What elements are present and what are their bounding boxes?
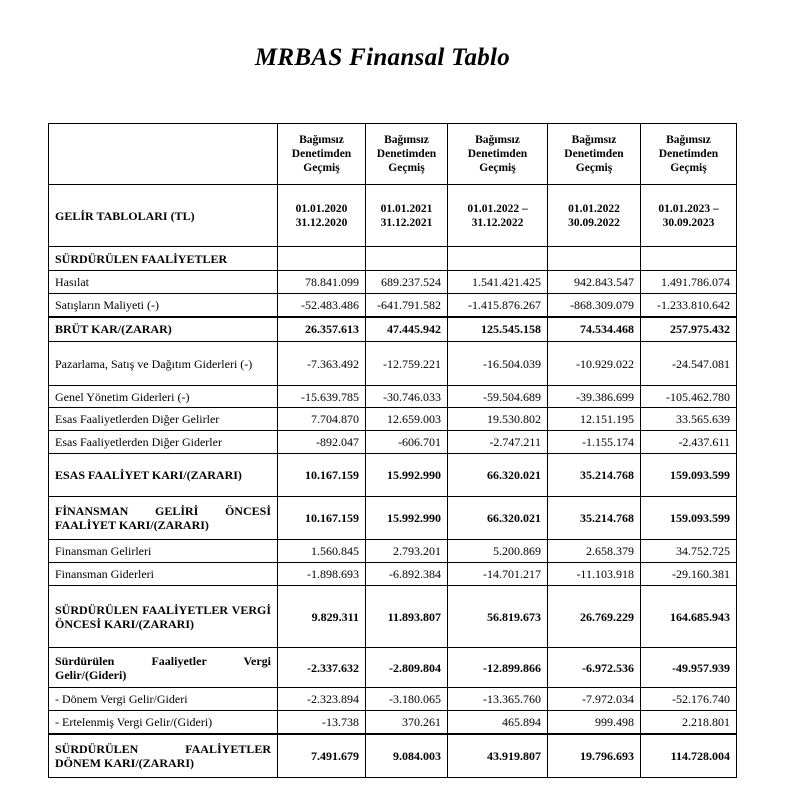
table-row [49,454,737,497]
value-cell: 78.841.099 [278,271,366,294]
value-cell: 26.769.229 [548,586,641,648]
period-cell: 01.01.2020 31.12.2020 [278,185,366,247]
row-label: Hasılat [49,271,278,294]
value-cell: 370.261 [366,711,448,734]
row-label: Satışların Maliyeti (-) [49,294,278,317]
income-statement-table [48,123,737,778]
row-label: FİNANSMAN GELİRİ ÖNCESİ FAALİYET KARI/(ZARARI) [49,497,278,540]
table-row [49,317,737,342]
value-cell: 10.167.159 [278,454,366,497]
value-cell: 2.658.379 [548,540,641,563]
row-label: Genel Yönetim Giderleri (-) [49,386,278,408]
empty-cell [548,247,641,271]
value-cell: -2.809.804 [366,648,448,688]
value-cell: -12.899.866 [448,648,548,688]
value-cell: -1.155.174 [548,431,641,454]
empty-cell [278,247,366,271]
table-row [49,386,737,408]
value-cell: 114.728.004 [641,734,737,778]
table-row [49,497,737,540]
row-label: SÜRDÜRÜLEN FAALİYETLER DÖNEM KARI/(ZARARI) [49,734,278,778]
row-label: Esas Faaliyetlerden Diğer Gelirler [49,408,278,431]
value-cell: 164.685.943 [641,586,737,648]
value-cell: 159.093.599 [641,454,737,497]
audit-header-cell: Bağımsız Denetimden Geçmiş [448,124,548,185]
table-row [49,563,737,586]
value-cell: 56.819.673 [448,586,548,648]
value-cell: 1.541.421.425 [448,271,548,294]
value-cell: 257.975.432 [641,317,737,342]
value-cell: -52.483.486 [278,294,366,317]
value-cell: 66.320.021 [448,454,548,497]
empty-cell [448,247,548,271]
table-row [49,431,737,454]
value-cell: -30.746.033 [366,386,448,408]
period-cell: 01.01.2022 – 31.12.2022 [448,185,548,247]
value-cell: 159.093.599 [641,497,737,540]
value-cell: -52.176.740 [641,688,737,711]
value-cell: -3.180.065 [366,688,448,711]
value-cell: 15.992.990 [366,454,448,497]
value-cell: 15.992.990 [366,497,448,540]
value-cell: -59.504.689 [448,386,548,408]
value-cell: 34.752.725 [641,540,737,563]
row-label: Finansman Gelirleri [49,540,278,563]
value-cell: -105.462.780 [641,386,737,408]
value-cell: -606.701 [366,431,448,454]
value-cell: 689.237.524 [366,271,448,294]
value-cell: 1.491.786.074 [641,271,737,294]
table-row [49,408,737,431]
audit-header-cell: Bağımsız Denetimden Geçmiş [366,124,448,185]
row-label: Esas Faaliyetlerden Diğer Giderler [49,431,278,454]
value-cell: -15.639.785 [278,386,366,408]
value-cell: 7.491.679 [278,734,366,778]
table-row [49,688,737,711]
value-cell: -1.415.876.267 [448,294,548,317]
value-cell: -1.898.693 [278,563,366,586]
value-cell: -10.929.022 [548,342,641,386]
value-cell: -7.363.492 [278,342,366,386]
page-title: MRBAS Finansal Tablo [254,44,511,71]
row-label: - Dönem Vergi Gelir/Gideri [49,688,278,711]
period-cell: 01.01.2022 30.09.2022 [548,185,641,247]
value-cell: -2.323.894 [278,688,366,711]
row-label: SÜRDÜRÜLEN FAALİYETLER VERGİ ÖNCESİ KARI/(ZARARI) [49,586,278,648]
value-cell: -868.309.079 [548,294,641,317]
value-cell: 7.704.870 [278,408,366,431]
row-label: - Ertelenmiş Vergi Gelir/(Gideri) [49,711,278,734]
section-row [49,247,737,271]
value-cell: -11.103.918 [548,563,641,586]
row-label: ESAS FAALİYET KARI/(ZARARI) [49,454,278,497]
value-cell: -13.738 [278,711,366,734]
value-cell: -13.365.760 [448,688,548,711]
value-cell: 26.357.613 [278,317,366,342]
value-cell: 125.545.158 [448,317,548,342]
value-cell: 942.843.547 [548,271,641,294]
table-row [49,586,737,648]
value-cell: 19.530.802 [448,408,548,431]
value-cell: 35.214.768 [548,454,641,497]
row-label: Finansman Giderleri [49,563,278,586]
value-cell: 66.320.021 [448,497,548,540]
period-row [49,185,737,247]
value-cell: -29.160.381 [641,563,737,586]
value-cell: -12.759.221 [366,342,448,386]
value-cell: 999.498 [548,711,641,734]
value-cell: -6.892.384 [366,563,448,586]
value-cell: -49.957.939 [641,648,737,688]
table-row [49,271,737,294]
table-row [49,342,737,386]
row-label: Pazarlama, Satış ve Dağıtım Giderleri (-) [49,342,278,386]
audit-header-cell: Bağımsız Denetimden Geçmiş [641,124,737,185]
row-label: Sürdürülen Faaliyetler Vergi Gelir/(Gideri) [49,648,278,688]
period-label: GELİR TABLOLARI (TL) [49,185,278,247]
value-cell: 12.659.003 [366,408,448,431]
value-cell: -641.791.582 [366,294,448,317]
period-cell: 01.01.2021 31.12.2021 [366,185,448,247]
table-row [49,540,737,563]
value-cell: -24.547.081 [641,342,737,386]
section-label: SÜRDÜRÜLEN FAALİYETLER [49,247,278,271]
row-label: BRÜT KAR/(ZARAR) [49,317,278,342]
value-cell: -2.437.611 [641,431,737,454]
value-cell: 35.214.768 [548,497,641,540]
value-cell: -2.337.632 [278,648,366,688]
value-cell: 43.919.807 [448,734,548,778]
empty-cell [641,247,737,271]
value-cell: 47.445.942 [366,317,448,342]
corner-cell [49,124,278,185]
value-cell: -1.233.810.642 [641,294,737,317]
value-cell: 5.200.869 [448,540,548,563]
audit-header-cell: Bağımsız Denetimden Geçmiş [278,124,366,185]
table-row [49,711,737,734]
value-cell: 9.829.311 [278,586,366,648]
value-cell: -14.701.217 [448,563,548,586]
value-cell: -16.504.039 [448,342,548,386]
value-cell: 74.534.468 [548,317,641,342]
audit-header-cell: Bağımsız Denetimden Geçmiş [548,124,641,185]
table-row [49,734,737,778]
value-cell: 19.796.693 [548,734,641,778]
value-cell: 9.084.003 [366,734,448,778]
value-cell: 10.167.159 [278,497,366,540]
period-cell: 01.01.2023 – 30.09.2023 [641,185,737,247]
data-rows [49,271,737,778]
value-cell: -6.972.536 [548,648,641,688]
value-cell: 2.793.201 [366,540,448,563]
value-cell: 33.565.639 [641,408,737,431]
value-cell: 1.560.845 [278,540,366,563]
value-cell: 465.894 [448,711,548,734]
value-cell: -7.972.034 [548,688,641,711]
value-cell: -2.747.211 [448,431,548,454]
value-cell: 2.218.801 [641,711,737,734]
value-cell: -892.047 [278,431,366,454]
value-cell: -39.386.699 [548,386,641,408]
value-cell: 12.151.195 [548,408,641,431]
table-row [49,648,737,688]
table-row [49,294,737,317]
value-cell: 11.893.807 [366,586,448,648]
audit-header-row [49,124,737,185]
empty-cell [366,247,448,271]
